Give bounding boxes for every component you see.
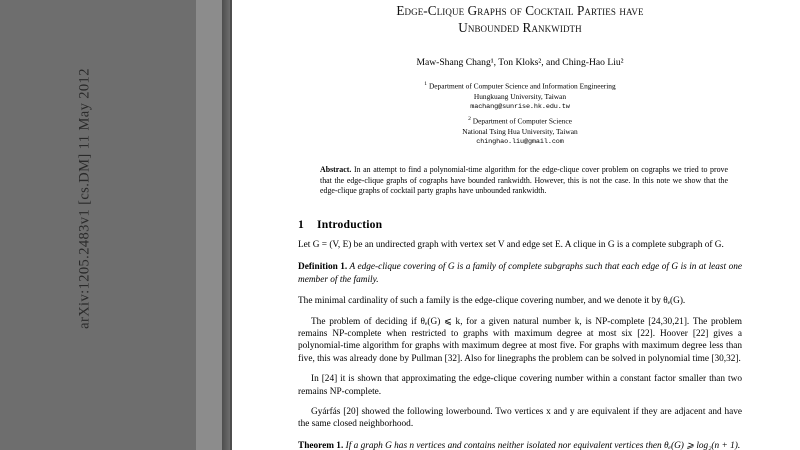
definition-1 (298, 261, 742, 286)
definition-1-label: Definition 1. (298, 262, 348, 273)
abstract-text: In an attempt to find a polynomial-time algorithm for the edge-clique cover problem on cographs we tried to prove that the edge-clique graphs of cographs have bounded rankwidth. However, this is not the case. In this note we show that the edge-clique graphs of cocktail party graphs have unbounded rankwidth. (320, 165, 728, 196)
section-number: 1 (298, 217, 304, 231)
abstract-label: Abstract. (320, 165, 352, 175)
theorem-1-label: Theorem 1. (298, 440, 344, 450)
title-line-2: Unbounded Rankwidth (458, 20, 582, 35)
title-line-1: Edge-Clique Graphs of Cocktail Parties have (396, 3, 644, 18)
affiliation-2-line-1: Department of Computer Science (472, 116, 572, 126)
theorem-1 (298, 440, 742, 450)
arxiv-identifier-stamp: arXiv:1205.2483v1 [cs.DM] 11 May 2012 (76, 68, 93, 329)
author-list: Maw-Shang Chang¹, Ton Kloks², and Ching-Hao Liu² (416, 57, 624, 68)
affiliation-2-line-2: National Tsing Hua University, Taiwan (462, 126, 578, 136)
theorem-1-text: If a graph G has n vertices and contains neither isolated nor equivalent vertices then θₑ(G) ⩾ log₂(n + 1). (343, 440, 741, 450)
page-title (298, 2, 742, 36)
paper-page (232, 0, 800, 450)
paragraph-2: The minimal cardinality of such a family is the edge-clique covering number, and we denote it by θₑ(G). (298, 296, 686, 307)
affiliation-block (298, 79, 742, 147)
abstract-block (298, 165, 742, 197)
section-title: Introduction (317, 217, 383, 231)
affiliation-1-email: machang@sunrise.hk.edu.tw (470, 102, 570, 111)
viewer-background-left (0, 0, 196, 450)
affiliation-1-line-2: Hungkuang University, Taiwan (473, 91, 567, 101)
affiliation-2-marker: 2 (468, 116, 471, 123)
definition-1-text: A edge-clique covering of G is a family of complete subgraphs such that each edge of G is in at least one member of the family. (298, 262, 742, 285)
affiliation-1-marker: 1 (424, 81, 428, 87)
affiliation-1 (298, 79, 742, 92)
section-heading-introduction (298, 218, 742, 231)
paragraph-4: In [24] it is shown that approximating the edge-clique covering number within a constant factor smaller than two remains NP-complete. (298, 374, 742, 397)
affiliation-1-line-1: Department of Computer Science and Information Engineering (428, 81, 616, 91)
paragraph-3: The problem of deciding if θₑ(G) ⩽ k, for a given natural number k, is NP-complete [24,30,21]. The problem remains NP-complete when restricted to graphs with maximum degree at most six [22]. Hoover [22] gives a polynomial-time algorithm for graphs with maximum degree at most five. For graphs with maximum degree less than five, this was already done by Pullman [32]. Also for linegraphs the problem can be solved in polynomial time [30,32]. (298, 316, 742, 364)
paragraph-5: Gyárfás [20] showed the following lowerbound. Two vertices x and y are equivalent if they are adjacent and have the same closed neighborhood. (298, 407, 742, 430)
paragraph-1: Let G = (V, E) be an undirected graph with vertex set V and edge set E. A clique in G is a complete subgraph of G. (298, 239, 724, 250)
affiliation-2-email: chinghao.liu@gmail.com (476, 137, 564, 146)
affiliation-2 (298, 114, 742, 127)
